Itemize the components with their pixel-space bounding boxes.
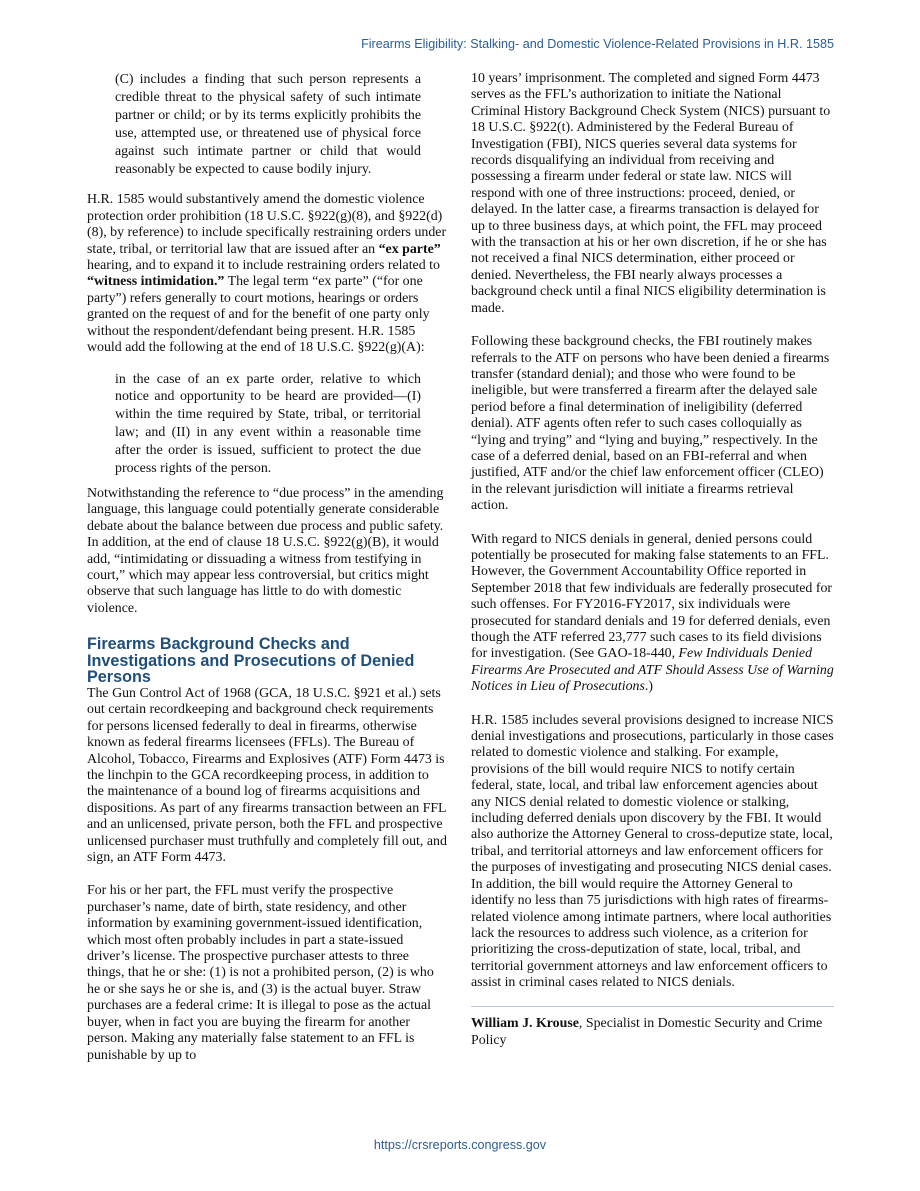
bold-term-witness-intimidation: “witness intimidation.” <box>87 274 225 290</box>
bold-term-ex-parte: “ex parte” <box>378 241 441 257</box>
left-column <box>87 71 449 1078</box>
author-name: William J. Krouse <box>471 1015 579 1031</box>
text-segment: hearing, and to expand it to include restraining orders related to <box>87 258 440 274</box>
paragraph-nics: 10 years’ imprisonment. The completed and signed Form 4473 serves as the FFL’s authorization to initiate the National Criminal History Background Check System (NICS) pursuant to 18 U.S.C. §922(t). Administered by the Federal Bureau of Investigation (FBI), NICS queries several data systems for records disqualifying an individual from receiving and possessing a firearm under federal or state law. NICS will respond with one of three instructions: proceed, denied, or delayed. In the latter case, a firearms transaction is delayed for up to three business days, at which point, the FFL may proceed with the transaction at his or her own discretion, if he or she has not received a final NICS determination, either proceed or denied. Nevertheless, the FBI nearly always processes a background check until a final NICS eligibility determination is made. <box>471 71 831 316</box>
author-divider <box>471 1006 834 1007</box>
author-line <box>471 1015 834 1050</box>
block-quote-ex-parte: in the case of an ex parte order, relative to which notice and opportunity to be heard are provided—(I) within the time required by State, tribal, or territorial law; and (II) in any event within a reasonable time after the order is issued, sufficient to protect the due process rights of the person. <box>115 371 421 477</box>
paragraph-denials <box>471 532 834 696</box>
paragraph-ffl-verify: For his or her part, the FFL must verify the prospective purchaser’s name, date of birth, state residency, and other information by examining government-issued identification, which most often probably includes in part a state-issued driver’s license. The prospective purchaser attests to three things, that he or she: (1) is not a prohibited person, (2) is who he or she says he or she is, and (3) is the actual buyer. Straw purchases are a federal crime: It is illegal to pose as the actual buyer, when in fact you are buying the firearm for another person. Making any materially false statement to an FFL is punishable by up to <box>87 883 434 1063</box>
paragraph-due-process: Notwithstanding the reference to “due process” in the amending language, this language could potentially generate considerable debate about the balance between due process and public safety. In addition, at the end of clause 18 U.S.C. §922(g)(B), it would add, “intimidating or dissuading a witness from testifying in court,” which may appear less controversial, but critics might observe that such language has little to do with domestic violence. <box>87 485 444 616</box>
text-segment: .) <box>644 679 653 695</box>
paragraph-amendment <box>87 192 449 356</box>
paragraph-gca: The Gun Control Act of 1968 (GCA, 18 U.S.C. §921 et al.) sets out certain recordkeeping and background check requirements for persons licensed federally to deal in firearms, otherwise known as federal firearms licensees (FFLs). The Bureau of Alcohol, Tobacco, Firearms and Explosives (ATF) Form 4473 is the linchpin to the GCA recordkeeping process, in addition to the maintenance of a bound log of firearms acquisitions and dispositions. As part of any firearms transaction between an FFL and an unlicensed, private person, both the FFL and prospective unlicensed purchaser must truthfully and completely fill out, and sign, an ATF Form 4473. <box>87 685 447 866</box>
author-title: , Specialist in Domestic Security and Crime Policy <box>471 1015 823 1049</box>
italic-report-title: Few Individuals Denied Firearms Are Prosecuted and ATF Should Assess Use of Warning Notices in Lieu of Prosecutions <box>471 646 834 695</box>
footer-url-link[interactable]: https://crsreports.congress.gov <box>373 1138 547 1152</box>
running-header: Firearms Eligibility: Stalking- and Domestic Violence-Related Provisions in H.R. 1585 <box>361 37 834 51</box>
block-quote-clause-c: (C) includes a finding that such person represents a credible threat to the physical safety of such intimate partner or child; or by its terms explicitly prohibits the use, attempted use, or threatened use of physical force against such intimate partner or child that would reasonably be expected to cause bodily injury. <box>115 72 421 177</box>
text-segment: The legal term “ex parte” (“for one party”) refers generally to court motions, hearings or orders granted on the request of and for the benefit of one party only without the respondent/defendant being present. H.R. 1585 would add the following at the end of 18 U.S.C. §922(g)(A): <box>87 274 430 356</box>
section-heading: Firearms Background Checks and Investigations and Prosecutions of Denied Persons <box>87 635 415 687</box>
text-segment: H.R. 1585 would substantively amend the domestic violence protection order prohibition (18 U.S.C. §922(g)(8), and §922(d)(8), by reference) to include specifically restraining orders under state, tribal, or territorial law that are issued after an <box>87 192 447 257</box>
paragraph-hr1585-provisions: H.R. 1585 includes several provisions designed to increase NICS denial investigations and prosecutions, particularly in those cases related to domestic violence and stalking. For example, provisions of the bill would require NICS to notify certain federal, state, local, and tribal law enforcement agencies about any NICS denial related to domestic violence or stalking, including deferred denials upon discovery by the FBI. It would also authorize the Attorney General to cross-deputize state, local, tribal, and territorial attorneys and law enforcement officers for the purposes of investigating and prosecuting NICS denial cases. In addition, the bill would require the Attorney General to identify no less than 75 jurisdictions with high rates of firearms-related violence among intimate partners, where local authorities lack the resources to address such violence, as a criterion for prioritizing the cross-deputization of state, local, tribal, and territorial government attorneys and law enforcement officers to assist in criminal cases related to NICS denials. <box>471 712 834 991</box>
paragraph-referrals: Following these background checks, the FBI routinely makes referrals to the ATF on persons who have been denied a firearms transfer (standard denial); and those who were found to be ineligible, but were transferred a firearm after the delayed sale period before a final determination of ineligibility (deferred denial). ATF agents often refer to such cases colloquially as “lying and trying” and “lying and buying,” respectively. In the case of a deferred denial, based on an FBI-referral and when justified, ATF and/or the chief law enforcement officer (CLEO) in the relevant jurisdiction will initiate a firearms retrieval action. <box>471 334 830 514</box>
text-segment: With regard to NICS denials in general, denied persons could potentially be prosecuted for making false statements to an FFL. However, the Government Accountability Office reported in September 2018 that few individuals are federally prosecuted for such offenses. For FY2016-FY2017, six individuals were prosecuted for standard denials and 19 for deferred denials, even though the ATF referred 23,777 such cases to its field divisions for investigation. (See GAO-18-440, <box>471 531 833 662</box>
right-column <box>471 71 834 1050</box>
